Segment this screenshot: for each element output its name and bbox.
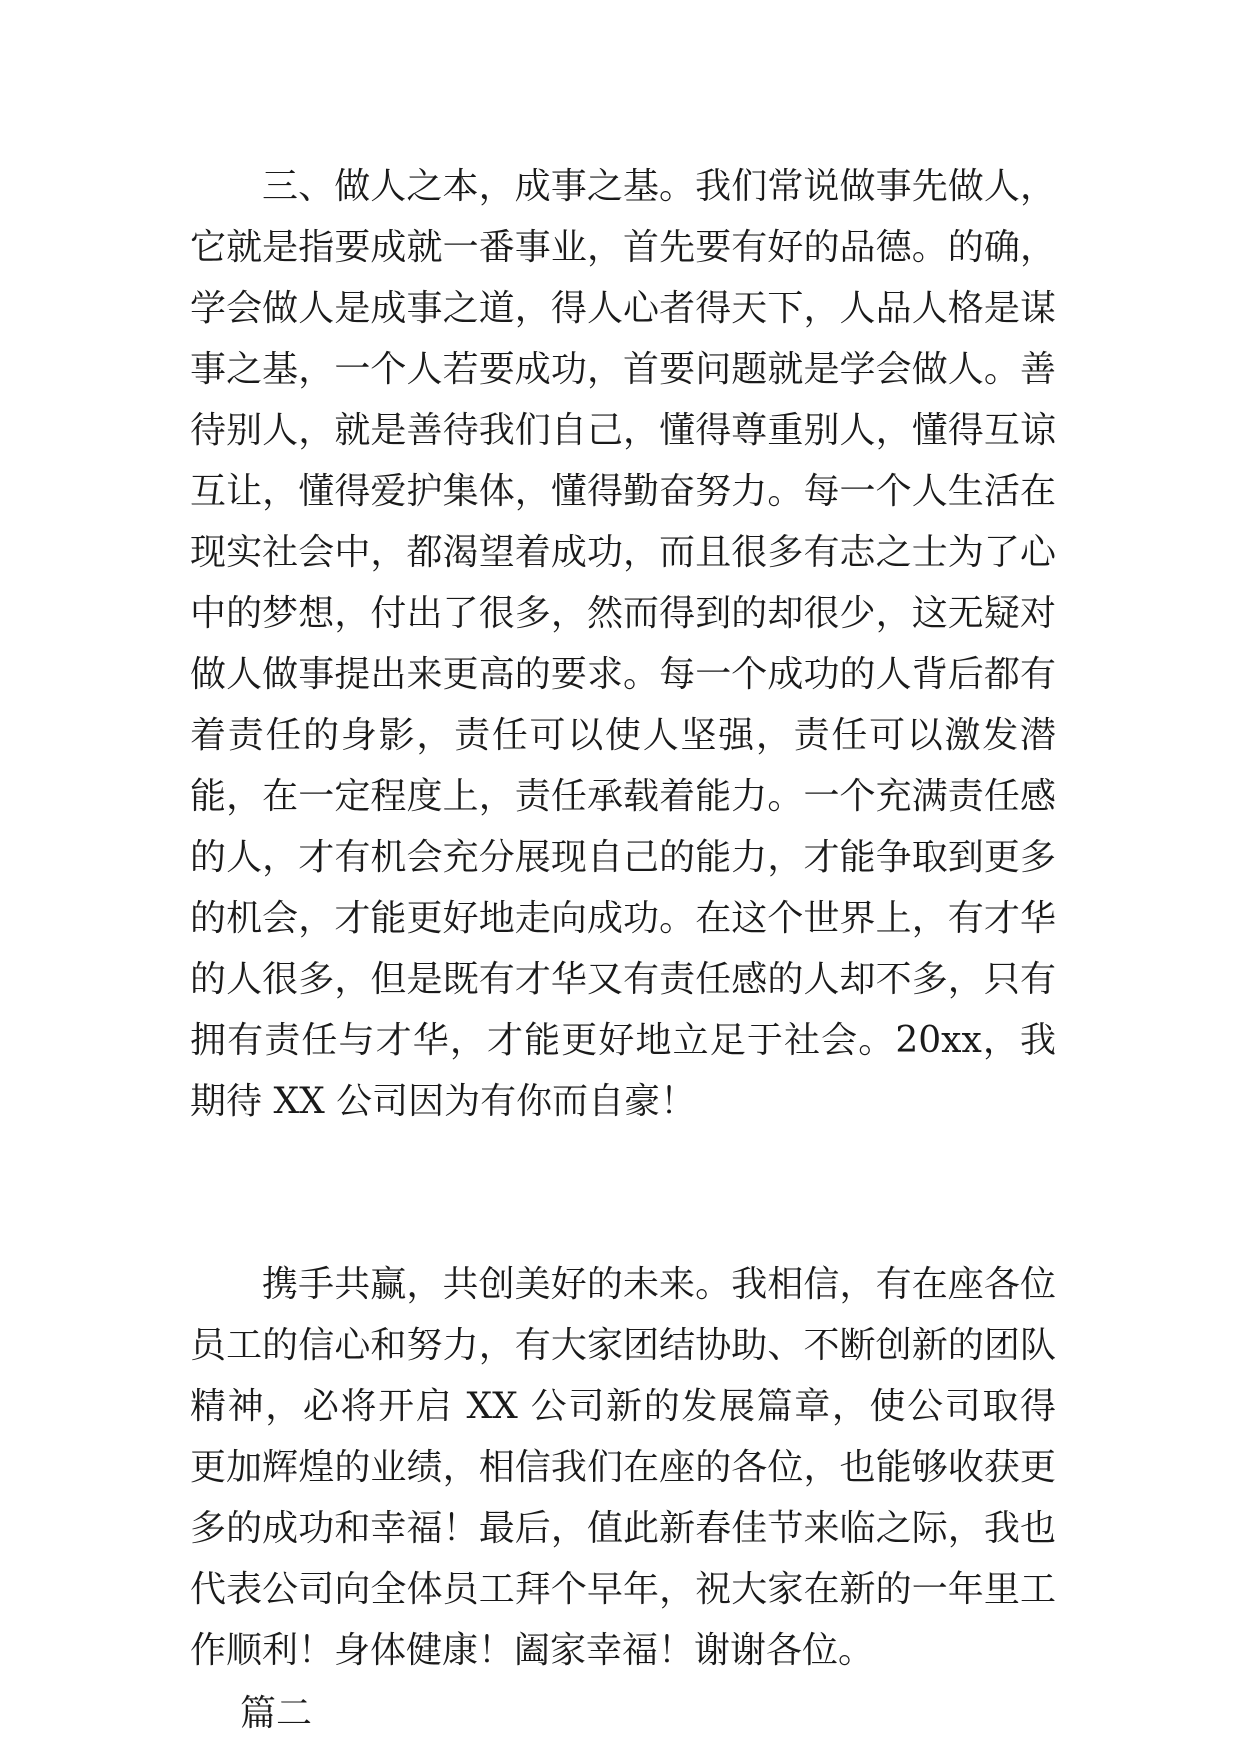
paragraph-principle: 三、做人之本，成事之基。我们常说做事先做人，它就是指要成就一番事业，首先要有好的品德。的确，学会做人是成事之道，得人心者得天下，人品人格是谋事之基，一个人若要成功，首要问题就是学会做人。善待别人，就是善待我们自己，懂得尊重别人，懂得互谅互让，懂得爱护集体，懂得勤奋努力。每一个人生活在现实社会中，都渴望着成功，而且很多有志之士为了心中的梦想，付出了很多，然而得到的却很少，这无疑对做人做事提出来更高的要求。每一个成功的人背后都有着责任的身影，责任可以使人坚强，责任可以激发潜能，在一定程度上，责任承载着能力。一个充满责任感的人，才有机会充分展现自己的能力，才能争取到更多的机会，才能更好地走向成功。在这个世界上，有才华的人很多，但是既有才华又有责任感的人却不多，只有拥有责任与才华，才能更好地立足于社会。20xx，我期待 XX 公司因为有你而自豪！ — [190, 166, 1056, 1122]
section-heading: 篇二 — [240, 1693, 313, 1734]
paragraph-gap — [190, 1132, 1056, 1254]
paragraph-closing: 携手共赢，共创美好的未来。我相信，有在座各位员工的信心和努力，有大家团结协助、不断创新的团队精神，必将开启 XX 公司新的发展篇章，使公司取得更加辉煌的业绩，相信我们在座的各位，也能够收获更多的成功和幸福！最后，值此新春佳节来临之际，我也代表公司向全体员工拜个早年，祝大家在新的一年里工作顺利！身体健康！阖家幸福！谢谢各位。 — [190, 1264, 1056, 1671]
document-body — [190, 156, 1056, 1744]
